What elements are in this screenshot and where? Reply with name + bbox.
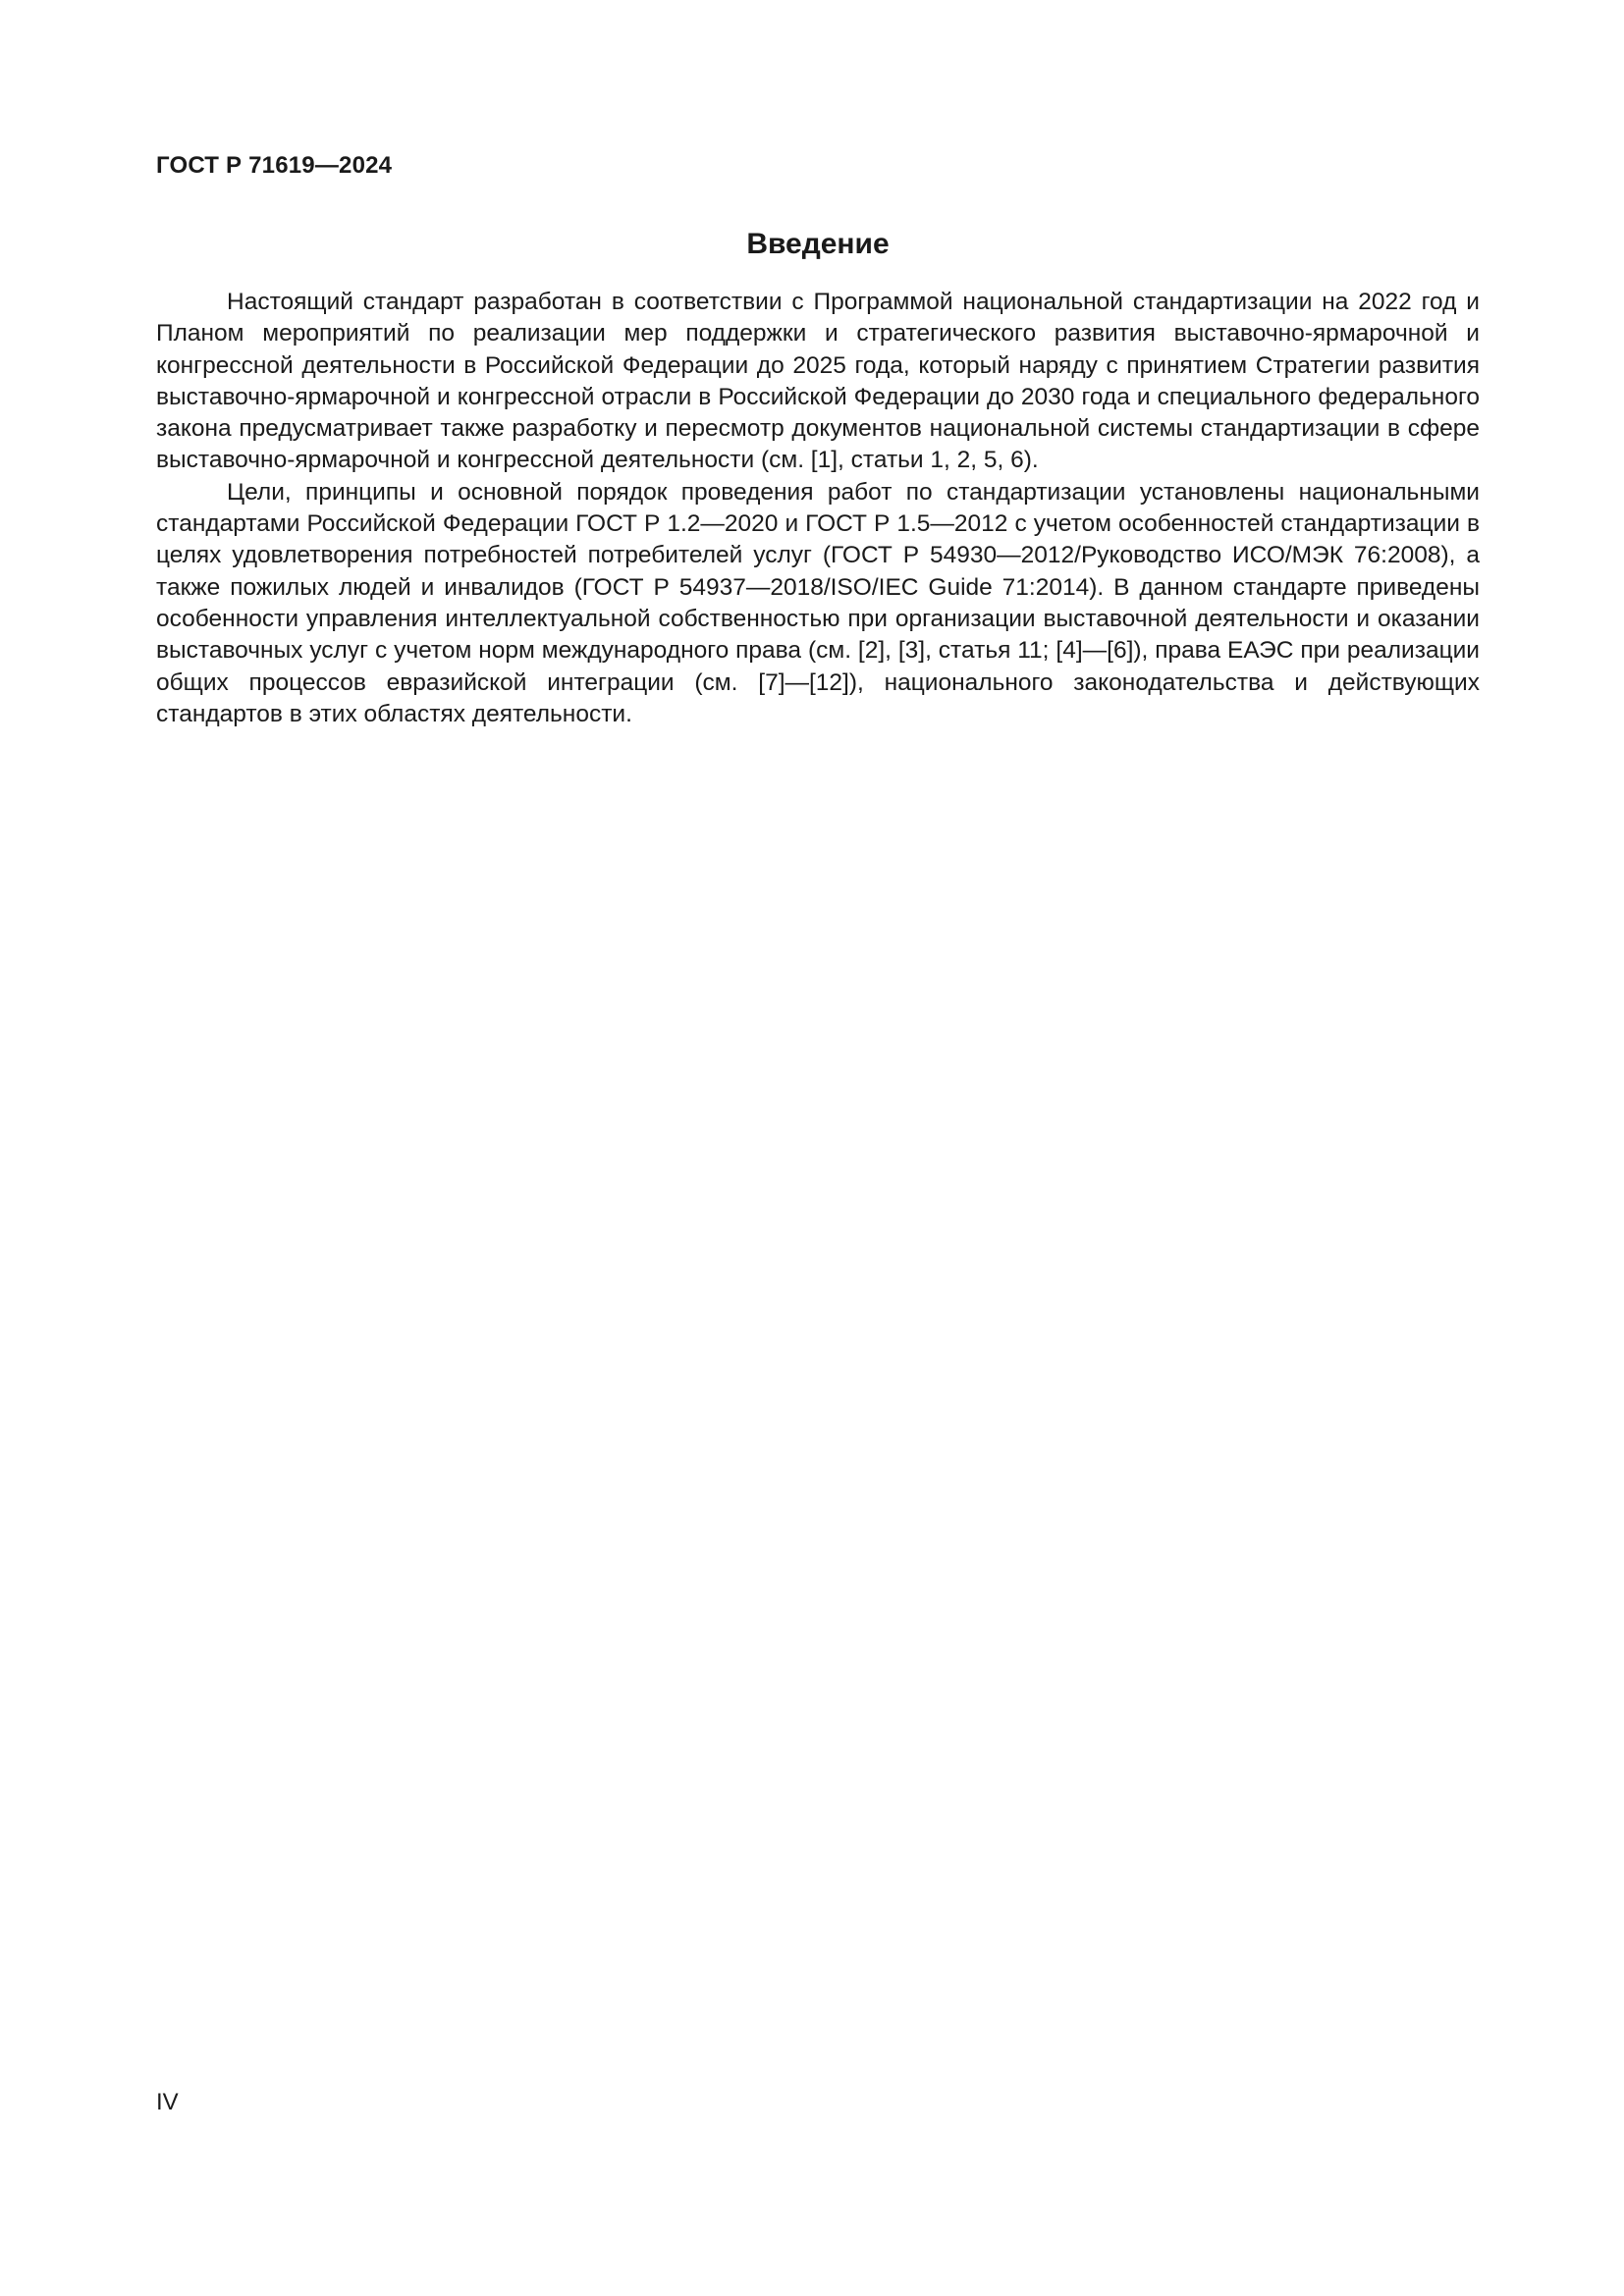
page-number: IV (156, 2089, 179, 2115)
paragraph: Настоящий стандарт разработан в соответствии с Программой национальной стандартизации на 2022 год и Планом мероприятий по реализации мер поддержки и стратегического развития выставочно-ярмарочной и конгрессной деятельности в Российской Федерации до 2025 года, который наряду с принятием Стратегии развития выставочно-ярмарочной и конгрессной отрасли в Российской Федерации до 2030 года и специального федерального закона предусматривает также разработку и пересмотр документов национальной системы стандартизации в сфере выставочно-ярмарочной и конгрессной деятельности (см. [1], статьи 1, 2, 5, 6). (156, 289, 1480, 474)
introduction-text (156, 287, 1480, 730)
paragraph: Цели, принципы и основной порядок проведения работ по стандартизации установлены национальными стандартами Российской Федерации ГОСТ Р 1.2—2020 и ГОСТ Р 1.5—2012 с учетом особенностей стандартизации в целях удовлетворения потребностей потребителей услуг (ГОСТ Р 54930—2012/Руководство ИСО/МЭК 76:2008), а также пожилых людей и инвалидов (ГОСТ Р 54937—2018/ISO/IEC Guide 71:2014). В данном стандарте приведены особенности управления интеллектуальной собственностью при организации выставочной деятельности и оказании выставочных услуг с учетом норм международного права (см. [2], [3], статья 11; [4]—[6]), права ЕАЭС при реализации общих процессов евразийской интеграции (см. [7]—[12]), национального законодательства и действующих стандартов в этих областях деятельности. (156, 478, 1480, 727)
document-header: ГОСТ Р 71619—2024 (156, 152, 393, 179)
section-title: Введение (746, 228, 890, 260)
